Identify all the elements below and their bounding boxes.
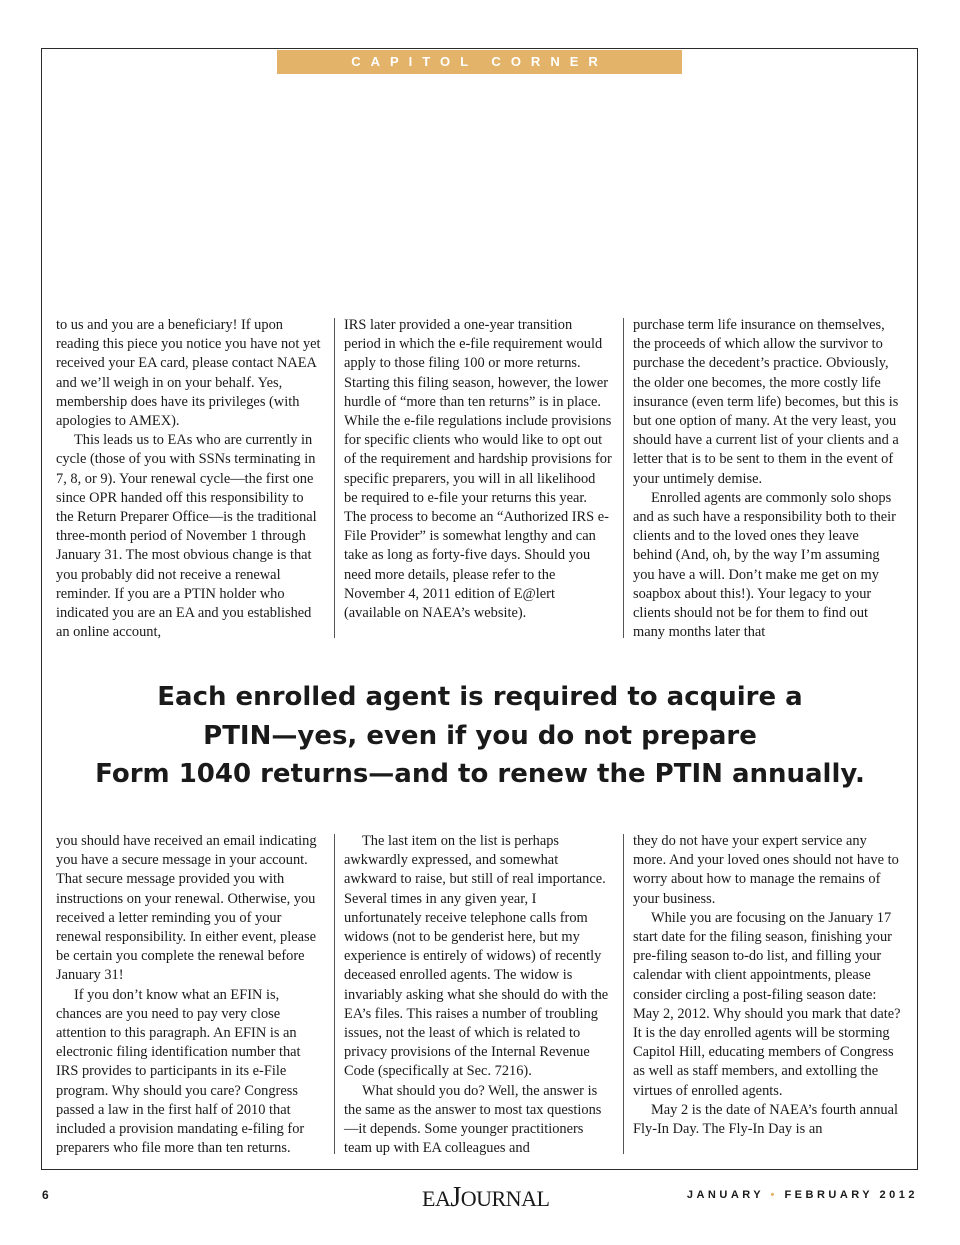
column-rule — [623, 318, 624, 638]
logo-j: J — [450, 1182, 461, 1213]
issue-month-2: FEBRUARY — [784, 1189, 873, 1201]
paragraph: purchase term life insurance on themselves, the proceeds of which allow the survivor to purchase the decedent’s practice. Obviously, the older one becomes, the more costly life insurance (even term life) becomes, but this is but one option of many. At the very least, you should have a current list of your clients and a letter that is to be sent to them in the event of your untimely demise. — [633, 317, 899, 487]
paragraph: to us and you are a beneficiary! If upon reading this piece you notice you have not yet received your EA card, please contact NAEA and we’ll weigh in on your behalf. Yes, membership does have its privileges (with apologies to AMEX). — [56, 317, 321, 430]
page-number: 6 — [42, 1188, 49, 1202]
section-header: CAPITOL CORNER — [277, 50, 682, 74]
pull-quote — [60, 678, 900, 794]
paragraph: May 2 is the date of NAEA’s fourth annual Fly-In Day. The Fly-In Day is an — [633, 1101, 898, 1138]
paragraph: If you don’t know what an EFIN is, chances are you need to pay very close attention to this paragraph. An EFIN is an electronic filing identification number that IRS provides to participants in its e-File program. Why should you care? Congress passed a law in the first half of 2010 that included a provision mandating e-filing for preparers who file more than ten returns. — [56, 986, 305, 1157]
column-top-3 — [633, 316, 901, 642]
column-top-2 — [344, 316, 612, 623]
publication-logo — [422, 1182, 549, 1214]
paragraph: The last item on the list is perhaps awkwardly expressed, and somewhat awkward to raise, but still of real importance. Several times in any given year, I unfortunately receive telephone calls from widows (not to be genderist here, but my experience is entirely of widows) of recently deceased enrolled agents. The widow is invariably asking what she should do with the EA’s files. This raises a number of troubling issues, not the least of which is related to privacy provisions of the Internal Revenue Code (specifically at Sec. 7216). — [344, 833, 609, 1080]
logo-ea: EA — [422, 1186, 451, 1211]
paragraph: they do not have your expert service any more. And your loved ones should not have to worry about how to manage the remains of your business. — [633, 833, 899, 907]
column-rule — [623, 834, 624, 1154]
paragraph: you should have received an email indicating you have a secure message in your account. That secure message provided you with instructions on your renewal. Otherwise, you received a letter reminding you of your renewal responsibility. In either event, please be certain you complete the renewal before January 31! — [56, 833, 317, 984]
issue-month-1: JANUARY — [686, 1189, 764, 1201]
issue-date — [687, 1189, 918, 1201]
paragraph: Enrolled agents are commonly solo shops and as such have a responsibility both to their clients and to the loved ones they leave behind (And, oh, by the way I’m assuming you have a will. Don’t make me get on my soapbox about this!). Your legacy to your clients should not be for them to find out many months later that — [633, 489, 896, 641]
column-bottom-1 — [56, 832, 324, 1158]
pull-quote-line: PTIN—yes, even if you do not prepare — [203, 720, 757, 751]
paragraph: What should you do? Well, the answer is the same as the answer to most tax questions—it depends. Some younger practitioners team up with EA colleagues and — [344, 1082, 602, 1157]
page-footer — [0, 1182, 960, 1213]
bullet-icon: • — [770, 1189, 778, 1201]
column-top-1 — [56, 316, 324, 642]
issue-year: 2012 — [879, 1189, 918, 1201]
pull-quote-line: Each enrolled agent is required to acquire a — [157, 682, 803, 712]
column-bottom-2 — [344, 832, 612, 1158]
paragraph: While you are focusing on the January 17 start date for the filing season, finishing your pre-filing season to-do list, and filling your calendar with client appointments, please consider circling a post-filing season date: May 2, 2012. Why should you mark that date? It is the day enrolled agents will be storming Capitol Hill, educating members of Congress as well as staff members, and extolling the virtues of enrolled agents. — [633, 909, 901, 1099]
logo-rest: OURNAL — [460, 1186, 550, 1211]
paragraph: IRS later provided a one-year transition period in which the e-file requirement would apply to those filing 100 or more returns. Starting this filing season, however, the lower hurdle of “more than ten returns” is in place. While the e-file regulations include provisions for specific clients who would like to opt out of the requirement and hardship provisions for specific preparers, you will in all likelihood be required to e-file your returns this year. The process to become an “Authorized IRS e-File Provider” is somewhat lengthy and can take as long as forty-five days. Should you need more details, please refer to the November 4, 2011 edition of E@lert (available on NAEA’s website). — [344, 317, 612, 622]
column-rule — [334, 834, 335, 1154]
paragraph: This leads us to EAs who are currently in cycle (those of you with SSNs terminating in 7, 8, or 9). Your renewal cycle—the first one since OPR handed off this responsibility to the Return Preparer Office—is the traditional three-month period of November 1 through January 31. The most obvious change is that you probably did not receive a renewal reminder. If you are a PTIN holder who indicated you are an EA and you established an online account, — [56, 432, 317, 641]
column-bottom-3 — [633, 832, 901, 1139]
pull-quote-line: Form 1040 returns—and to renew the PTIN annually. — [95, 759, 865, 789]
column-rule — [334, 318, 335, 638]
